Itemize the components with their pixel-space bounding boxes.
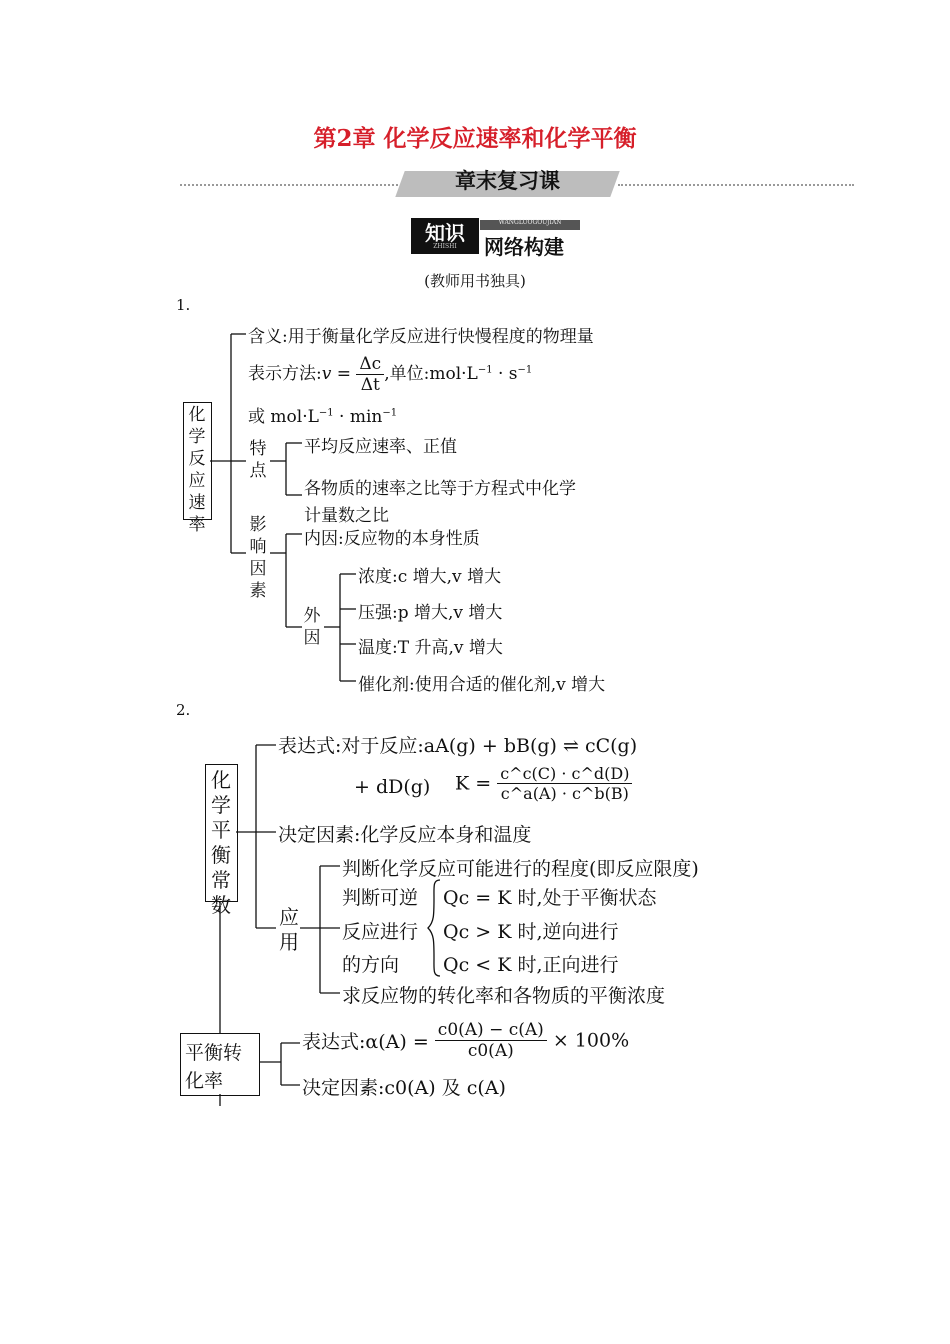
conversion-denominator: c0(A) bbox=[467, 1041, 514, 1061]
conversion-label-line2: 化率 bbox=[185, 1070, 224, 1092]
expression-eq: = bbox=[331, 364, 357, 384]
knowledge-pinyin: ZHISHI bbox=[433, 243, 457, 250]
k-expression-line2: + dD(g) bbox=[354, 776, 431, 798]
rate-numerator: Δc bbox=[356, 354, 384, 375]
alt-unit-text: 或 mol·L bbox=[248, 407, 319, 427]
unit-text-s: · s bbox=[492, 364, 518, 384]
section-number-2: 2. bbox=[176, 701, 191, 719]
root-constant-label: 化学平衡常数 bbox=[211, 768, 231, 917]
alt-unit-min: · min bbox=[333, 407, 383, 427]
network-pinyin: WANGLUOGOUJIAN bbox=[498, 219, 562, 226]
expression-v: v bbox=[321, 364, 332, 384]
chapter-title: 第2章 化学反应速率和化学平衡 bbox=[313, 125, 637, 152]
k-fraction bbox=[497, 764, 632, 803]
expression-prefix: 表示方法: bbox=[248, 364, 322, 384]
network-label: 网络构建 bbox=[484, 235, 564, 259]
conversion-factor: 决定因素:c0(A) 及 c(A) bbox=[302, 1077, 506, 1099]
outer-item-concentration: 浓度:c 增大,v 增大 bbox=[358, 567, 502, 587]
section-number-1: 1. bbox=[176, 296, 191, 314]
inner-factor: 内因:反应物的本身性质 bbox=[304, 529, 480, 549]
unit-exp-1: −1 bbox=[477, 364, 493, 376]
application-2-label-1: 判断可逆 bbox=[342, 887, 419, 909]
k-expression-line1: 表达式:对于反应:aA(g) + bB(g) ⇌ cC(g) bbox=[278, 735, 638, 757]
rate-denominator: Δt bbox=[360, 375, 380, 395]
application-3: 求反应物的转化率和各物质的平衡浓度 bbox=[342, 985, 666, 1007]
alt-unit-exp-1: −1 bbox=[318, 407, 334, 419]
section-banner: 章末复习课 bbox=[455, 168, 560, 193]
conversion-formula bbox=[302, 1020, 629, 1061]
knowledge-label: 知识 bbox=[425, 221, 465, 245]
feature-1: 平均反应速率、正值 bbox=[304, 437, 457, 457]
alt-unit-exp-2: −1 bbox=[382, 407, 398, 419]
k-denominator: c^a(A) · c^b(B) bbox=[500, 784, 629, 803]
feature-2-line1: 各物质的速率之比等于方程式中化学 bbox=[304, 479, 576, 499]
teacher-note: (教师用书独具) bbox=[424, 272, 526, 290]
outer-label: 外因 bbox=[303, 606, 321, 648]
application-2-label-3: 的方向 bbox=[342, 954, 400, 976]
factor-label: 影响因素 bbox=[249, 515, 267, 601]
meaning-text: 含义:用于衡量化学反应进行快慢程度的物理量 bbox=[248, 327, 594, 347]
conversion-fraction bbox=[435, 1020, 547, 1061]
feature-2-line2: 计量数之比 bbox=[304, 506, 389, 526]
conversion-suffix: × 100% bbox=[552, 1029, 630, 1052]
application-2-label-2: 反应进行 bbox=[342, 921, 419, 943]
k-formula bbox=[455, 764, 632, 803]
expression-row bbox=[248, 354, 532, 395]
application-1: 判断化学反应可能进行的程度(即反应限度) bbox=[342, 858, 699, 880]
conversion-prefix: 表达式:α(A) = bbox=[302, 1031, 429, 1053]
direction-case-less: Qc < K 时,正向进行 bbox=[443, 954, 619, 976]
conversion-numerator: c0(A) − c(A) bbox=[435, 1020, 547, 1041]
application-label: 应用 bbox=[279, 905, 299, 954]
direction-case-greater: Qc > K 时,逆向进行 bbox=[443, 921, 619, 943]
outer-item-pressure: 压强:p 增大,v 增大 bbox=[358, 603, 503, 623]
outer-item-temperature: 温度:T 升高,v 增大 bbox=[358, 638, 503, 658]
unit-text: ,单位:mol·L bbox=[384, 364, 478, 384]
rate-fraction bbox=[356, 354, 384, 395]
alt-unit-row bbox=[248, 402, 397, 427]
k-numerator: c^c(C) · c^d(D) bbox=[497, 764, 632, 784]
root-rate-label: 化学反应速率 bbox=[188, 405, 206, 535]
outer-item-catalyst: 催化剂:使用合适的催化剂,v 增大 bbox=[358, 675, 606, 695]
unit-exp-2: −1 bbox=[517, 364, 533, 376]
k-label: K = bbox=[455, 772, 492, 795]
k-factor: 决定因素:化学反应本身和温度 bbox=[278, 824, 532, 846]
conversion-label-line1: 平衡转 bbox=[185, 1042, 243, 1064]
direction-case-equal: Qc = K 时,处于平衡状态 bbox=[443, 887, 657, 909]
feature-label: 特点 bbox=[249, 439, 267, 481]
